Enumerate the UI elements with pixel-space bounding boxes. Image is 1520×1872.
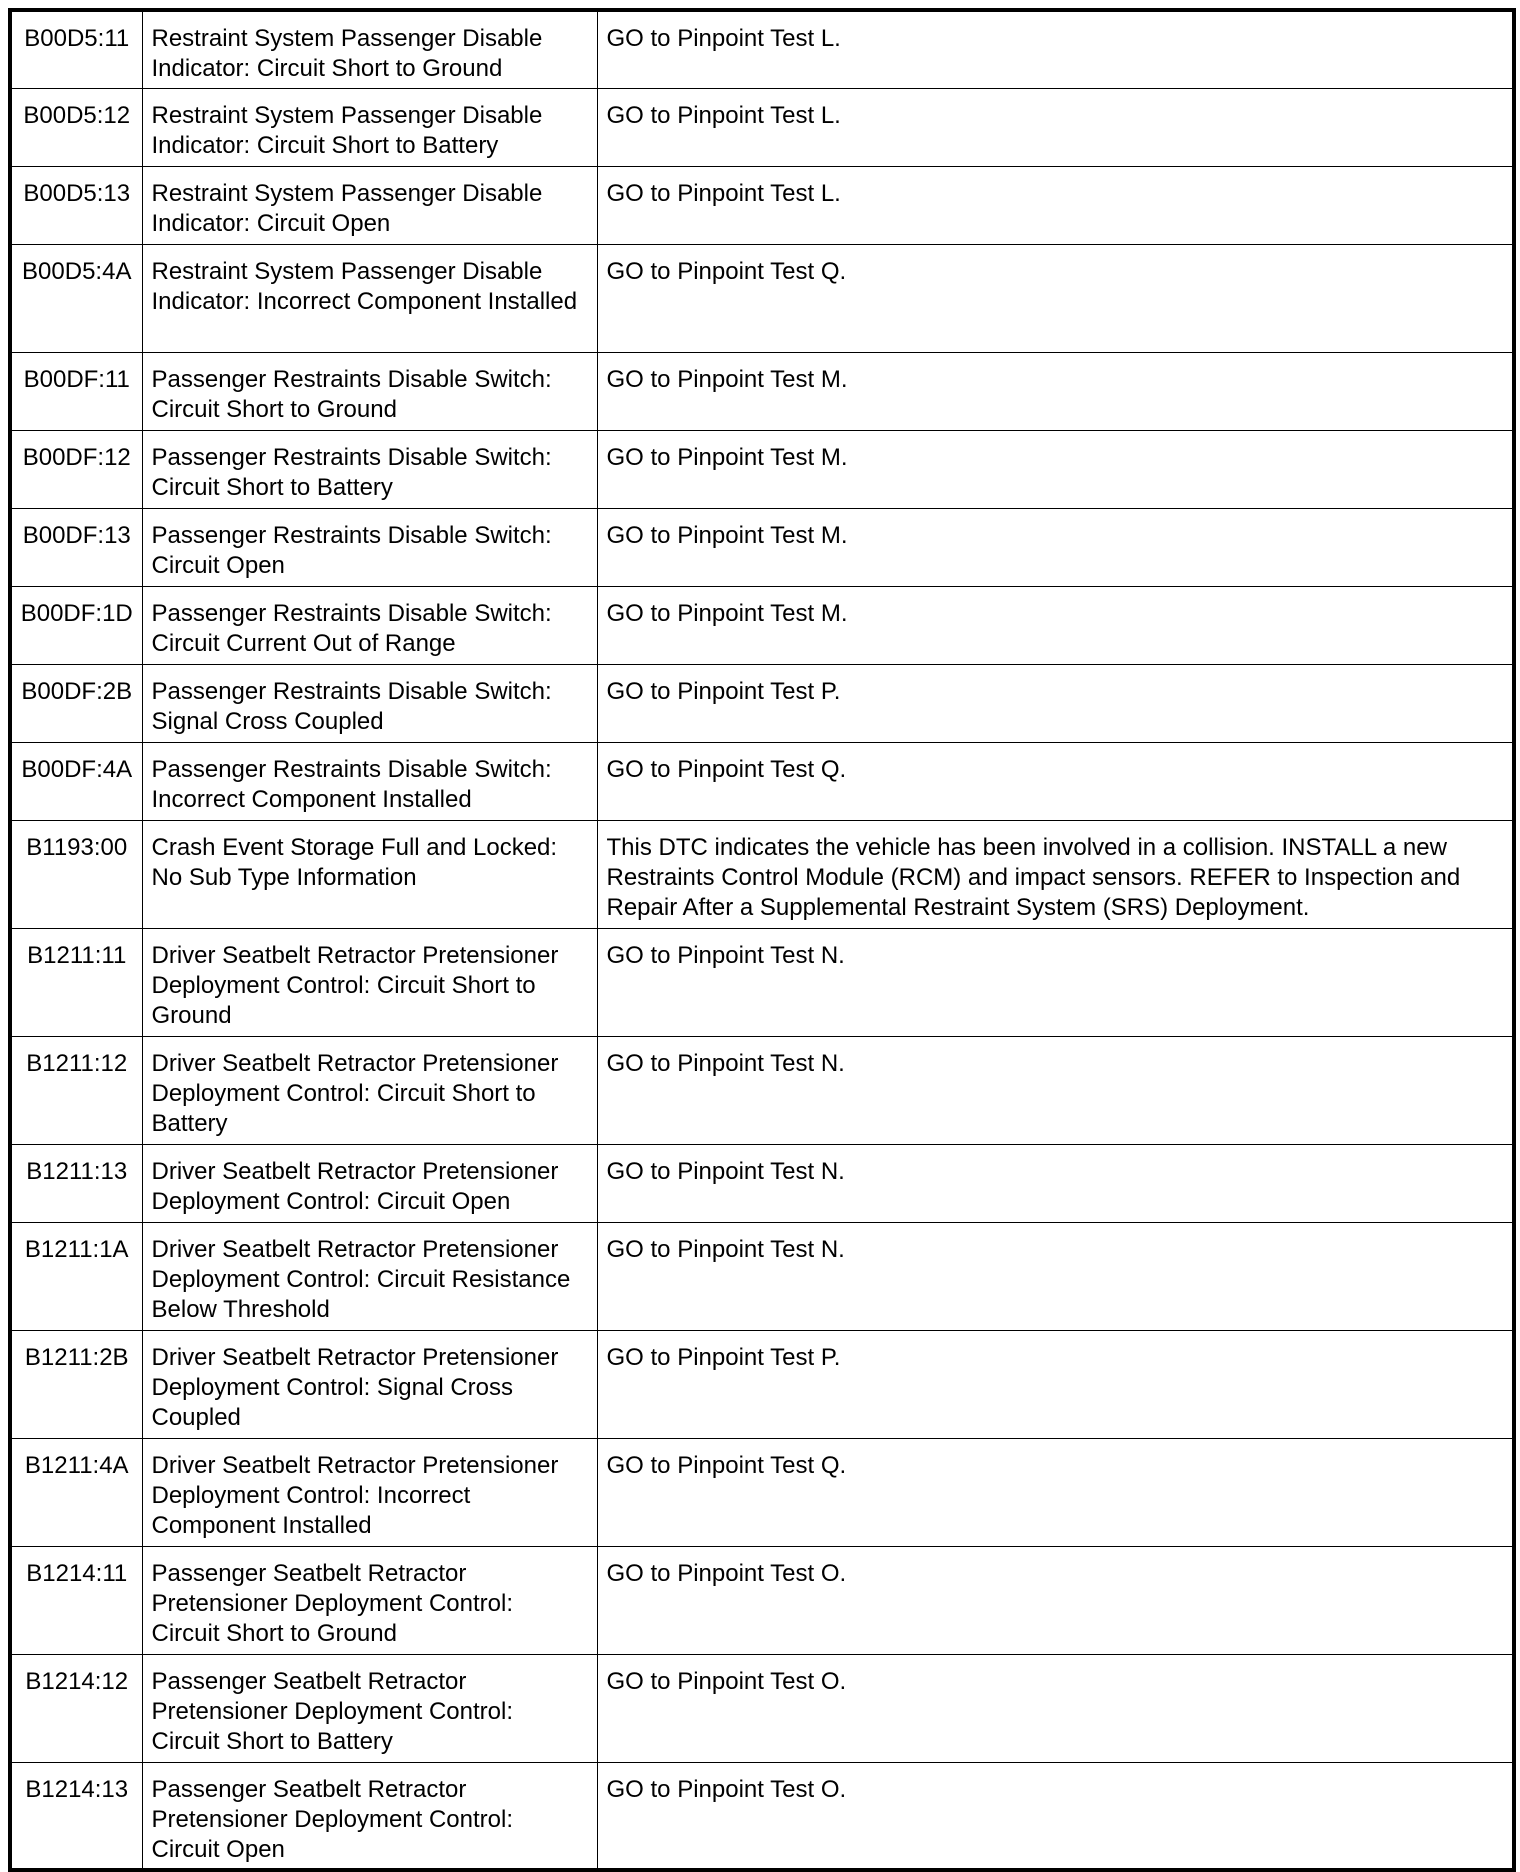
dtc-code: B1211:12 <box>10 1036 142 1144</box>
table-row <box>10 244 1514 352</box>
dtc-description: Passenger Restraints Disable Switch: Incorrect Component Installed <box>142 742 597 820</box>
dtc-action: GO to Pinpoint Test L. <box>597 166 1514 244</box>
dtc-code: B00DF:2B <box>10 664 142 742</box>
dtc-code: B00DF:13 <box>10 508 142 586</box>
dtc-code: B1211:13 <box>10 1144 142 1222</box>
dtc-code: B00DF:1D <box>10 586 142 664</box>
table-row <box>10 1762 1514 1870</box>
dtc-action: GO to Pinpoint Test N. <box>597 928 1514 1036</box>
dtc-code: B00DF:4A <box>10 742 142 820</box>
dtc-code: B00D5:13 <box>10 166 142 244</box>
table-row <box>10 664 1514 742</box>
dtc-description: Driver Seatbelt Retractor Pretensioner Deployment Control: Circuit Resistance Below Threshold <box>142 1222 597 1330</box>
dtc-description: Passenger Restraints Disable Switch: Signal Cross Coupled <box>142 664 597 742</box>
dtc-description: Restraint System Passenger Disable Indicator: Circuit Short to Ground <box>142 10 597 88</box>
dtc-description: Passenger Restraints Disable Switch: Circuit Short to Ground <box>142 352 597 430</box>
dtc-action: GO to Pinpoint Test Q. <box>597 244 1514 352</box>
dtc-code: B00DF:12 <box>10 430 142 508</box>
table-row <box>10 10 1514 88</box>
dtc-code: B1211:2B <box>10 1330 142 1438</box>
table-row <box>10 1222 1514 1330</box>
dtc-action: GO to Pinpoint Test L. <box>597 88 1514 166</box>
dtc-action: GO to Pinpoint Test M. <box>597 508 1514 586</box>
dtc-description: Passenger Seatbelt Retractor Pretensioner Deployment Control: Circuit Open <box>142 1762 597 1870</box>
dtc-description: Restraint System Passenger Disable Indicator: Circuit Open <box>142 166 597 244</box>
dtc-description: Passenger Restraints Disable Switch: Circuit Open <box>142 508 597 586</box>
dtc-action: GO to Pinpoint Test O. <box>597 1654 1514 1762</box>
table-row <box>10 586 1514 664</box>
dtc-description: Passenger Seatbelt Retractor Pretensioner Deployment Control: Circuit Short to Battery <box>142 1654 597 1762</box>
dtc-description: Restraint System Passenger Disable Indicator: Incorrect Component Installed <box>142 244 597 352</box>
dtc-action: GO to Pinpoint Test Q. <box>597 742 1514 820</box>
dtc-action: GO to Pinpoint Test Q. <box>597 1438 1514 1546</box>
dtc-description: Driver Seatbelt Retractor Pretensioner Deployment Control: Circuit Short to Ground <box>142 928 597 1036</box>
dtc-description: Passenger Seatbelt Retractor Pretensioner Deployment Control: Circuit Short to Ground <box>142 1546 597 1654</box>
dtc-description: Crash Event Storage Full and Locked: No Sub Type Information <box>142 820 597 928</box>
table-row <box>10 166 1514 244</box>
dtc-code: B1211:4A <box>10 1438 142 1546</box>
dtc-code: B1214:13 <box>10 1762 142 1870</box>
dtc-description: Driver Seatbelt Retractor Pretensioner Deployment Control: Circuit Open <box>142 1144 597 1222</box>
dtc-description: Passenger Restraints Disable Switch: Circuit Short to Battery <box>142 430 597 508</box>
dtc-action: GO to Pinpoint Test O. <box>597 1762 1514 1870</box>
table-row <box>10 1330 1514 1438</box>
table-row <box>10 1438 1514 1546</box>
dtc-code: B1193:00 <box>10 820 142 928</box>
dtc-code: B1211:11 <box>10 928 142 1036</box>
dtc-code: B00D5:4A <box>10 244 142 352</box>
table-row <box>10 1654 1514 1762</box>
dtc-action: GO to Pinpoint Test O. <box>597 1546 1514 1654</box>
dtc-action: GO to Pinpoint Test P. <box>597 664 1514 742</box>
dtc-code: B00DF:11 <box>10 352 142 430</box>
dtc-action: GO to Pinpoint Test L. <box>597 10 1514 88</box>
table-row <box>10 1144 1514 1222</box>
dtc-description: Passenger Restraints Disable Switch: Circuit Current Out of Range <box>142 586 597 664</box>
dtc-action: GO to Pinpoint Test N. <box>597 1144 1514 1222</box>
table-row <box>10 820 1514 928</box>
table-row <box>10 88 1514 166</box>
table-row <box>10 430 1514 508</box>
dtc-description: Driver Seatbelt Retractor Pretensioner Deployment Control: Circuit Short to Battery <box>142 1036 597 1144</box>
table-row <box>10 928 1514 1036</box>
dtc-code: B1214:11 <box>10 1546 142 1654</box>
dtc-action: This DTC indicates the vehicle has been involved in a collision. INSTALL a new Restraints Control Module (RCM) and impact sensors. REFER to Inspection and Repair After a Supplemental Restraint System (SRS) Deployment. <box>597 820 1514 928</box>
dtc-table <box>8 8 1516 1872</box>
dtc-code: B1214:12 <box>10 1654 142 1762</box>
dtc-action: GO to Pinpoint Test N. <box>597 1036 1514 1144</box>
table-row <box>10 742 1514 820</box>
table-row <box>10 1546 1514 1654</box>
dtc-code: B1211:1A <box>10 1222 142 1330</box>
table-row <box>10 352 1514 430</box>
dtc-description: Driver Seatbelt Retractor Pretensioner Deployment Control: Signal Cross Coupled <box>142 1330 597 1438</box>
dtc-description: Restraint System Passenger Disable Indicator: Circuit Short to Battery <box>142 88 597 166</box>
table-row <box>10 508 1514 586</box>
dtc-action: GO to Pinpoint Test M. <box>597 352 1514 430</box>
dtc-action: GO to Pinpoint Test P. <box>597 1330 1514 1438</box>
dtc-action: GO to Pinpoint Test M. <box>597 430 1514 508</box>
table-row <box>10 1036 1514 1144</box>
dtc-description: Driver Seatbelt Retractor Pretensioner Deployment Control: Incorrect Component Installed <box>142 1438 597 1546</box>
dtc-action: GO to Pinpoint Test M. <box>597 586 1514 664</box>
dtc-code: B00D5:12 <box>10 88 142 166</box>
dtc-code: B00D5:11 <box>10 10 142 88</box>
dtc-action: GO to Pinpoint Test N. <box>597 1222 1514 1330</box>
